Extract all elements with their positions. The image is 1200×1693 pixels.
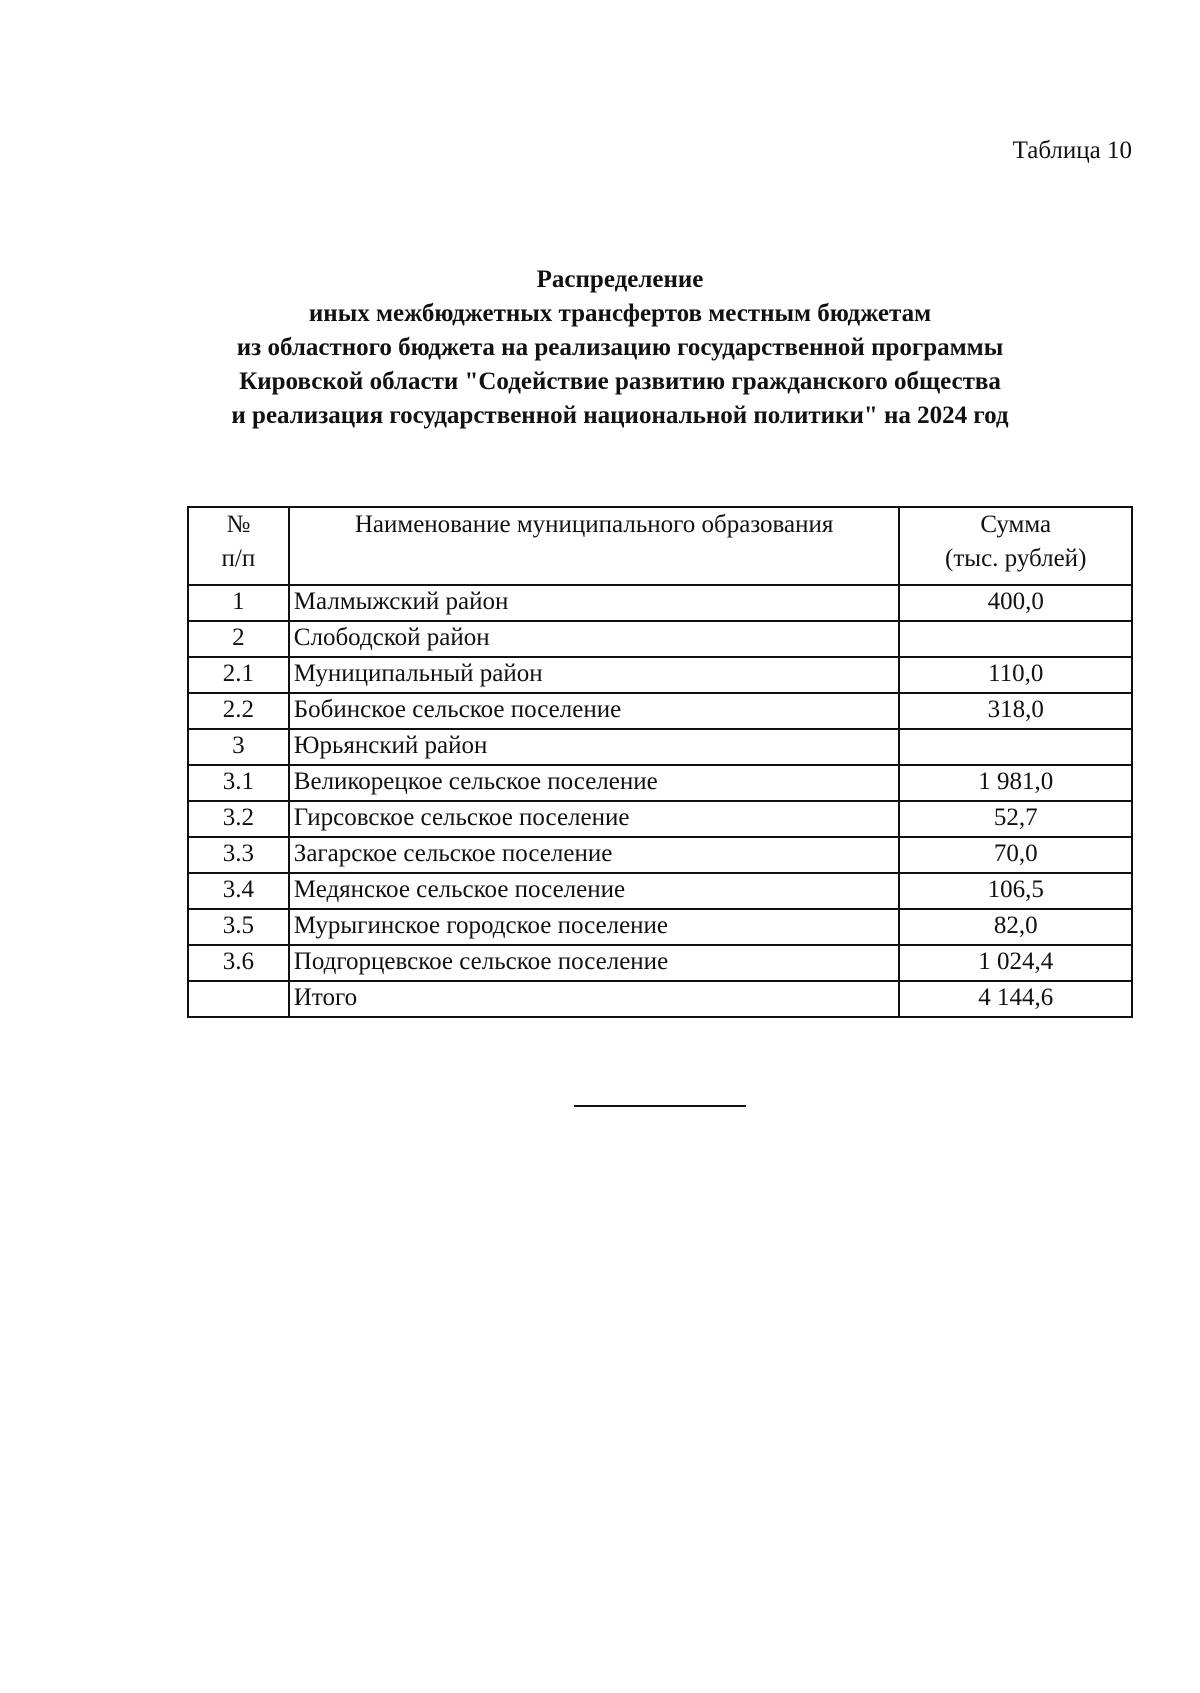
title-line: Кировской области "Содействие развитию гражданского общества — [239, 368, 1001, 395]
row-number: 3.4 — [188, 873, 289, 909]
table-total-row — [188, 981, 1132, 1017]
row-sum — [899, 621, 1132, 657]
total-sum: 4 144,6 — [899, 981, 1132, 1017]
end-divider-line — [574, 1105, 746, 1107]
row-name: Юрьянский район — [289, 729, 900, 765]
row-number: 3.6 — [188, 945, 289, 981]
table-row — [188, 657, 1132, 693]
row-name: Медянское сельское поселение — [289, 873, 900, 909]
table-row — [188, 765, 1132, 801]
row-sum: 1 024,4 — [899, 945, 1132, 981]
row-number: 3.1 — [188, 765, 289, 801]
header-number — [188, 507, 289, 585]
row-sum: 52,7 — [899, 801, 1132, 837]
row-number: 3.5 — [188, 909, 289, 945]
row-number: 3.2 — [188, 801, 289, 837]
table-row — [188, 801, 1132, 837]
table-number-label: Таблица 10 — [1012, 137, 1132, 164]
row-name: Загарское сельское поселение — [289, 837, 900, 873]
row-name: Малмыжский район — [289, 585, 900, 621]
header-name: Наименование муниципального образования — [289, 507, 900, 585]
row-number: 3.3 — [188, 837, 289, 873]
row-name: Гирсовское сельское поселение — [289, 801, 900, 837]
row-number: 2.1 — [188, 657, 289, 693]
row-sum: 70,0 — [899, 837, 1132, 873]
table-row — [188, 621, 1132, 657]
row-name: Подгорцевское сельское поселение — [289, 945, 900, 981]
row-name: Великорецкое сельское поселение — [289, 765, 900, 801]
total-label: Итого — [289, 981, 900, 1017]
table-row — [188, 837, 1132, 873]
row-name: Слободской район — [289, 621, 900, 657]
row-number: 2 — [188, 621, 289, 657]
table-row — [188, 945, 1132, 981]
table-row — [188, 693, 1132, 729]
table-row — [188, 585, 1132, 621]
title-line: Распределение — [536, 266, 704, 293]
table-header-row — [188, 507, 1132, 585]
row-sum: 82,0 — [899, 909, 1132, 945]
row-sum — [899, 729, 1132, 765]
row-name: Мурыгинское городское поселение — [289, 909, 900, 945]
row-sum: 1 981,0 — [899, 765, 1132, 801]
title-line: из областного бюджета на реализацию государственной программы — [236, 334, 1004, 361]
row-number: 2.2 — [188, 693, 289, 729]
table-row — [188, 729, 1132, 765]
header-sum-line2: (тыс. рублей) — [945, 545, 1087, 572]
row-number: 1 — [188, 585, 289, 621]
title-line: иных межбюджетных трансфертов местным бюджетам — [308, 300, 932, 327]
table-row — [188, 873, 1132, 909]
row-sum: 400,0 — [899, 585, 1132, 621]
header-sum — [899, 507, 1132, 585]
header-number-line1: № — [226, 511, 251, 538]
title-line: и реализация государственной национальной политики" на 2024 год — [231, 402, 1009, 429]
distribution-table — [187, 506, 1133, 1018]
table-row — [188, 909, 1132, 945]
row-number: 3 — [188, 729, 289, 765]
row-sum: 106,5 — [899, 873, 1132, 909]
total-number — [188, 981, 289, 1017]
row-sum: 110,0 — [899, 657, 1132, 693]
document-title — [150, 263, 1090, 433]
header-sum-line1: Сумма — [980, 511, 1052, 538]
header-number-line2: п/п — [221, 545, 256, 572]
row-sum: 318,0 — [899, 693, 1132, 729]
row-name: Бобинское сельское поселение — [289, 693, 900, 729]
row-name: Муниципальный район — [289, 657, 900, 693]
